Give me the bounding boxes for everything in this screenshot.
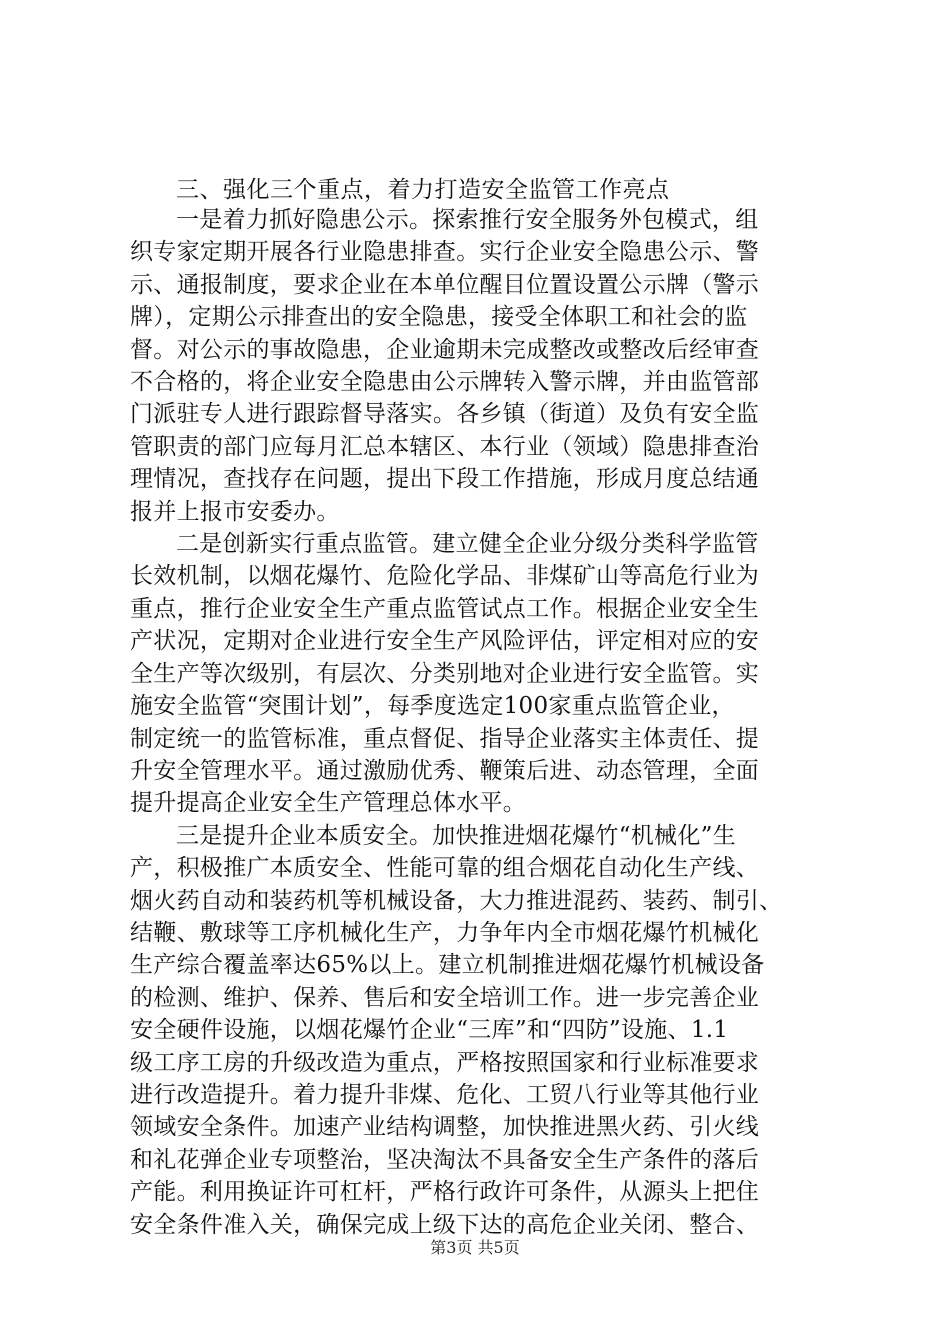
paragraph-line: 的检测、维护、保养、售后和安全培训工作。进一步完善企业	[130, 984, 760, 1011]
paragraph-line: 施安全监管“突围计划”，每季度选定100家重点监管企业，	[130, 693, 735, 720]
paragraph-line: 理情况，查找存在问题，提出下段工作措施，形成月度总结通	[130, 466, 760, 493]
paragraph-line: 领域安全条件。加速产业结构调整，加快推进黑火药、引火线	[130, 1114, 760, 1141]
paragraph-line: 三是提升企业本质安全。加快推进烟花爆竹“机械化”生	[176, 822, 737, 849]
paragraph-line: 产状况，定期对企业进行安全生产风险评估，评定相对应的安	[130, 628, 760, 655]
paragraph-line: 级工序工房的升级改造为重点，严格按照国家和行业标准要求	[130, 1049, 760, 1076]
paragraph-line: 提升提高企业安全生产管理总体水平。	[130, 790, 527, 817]
paragraph-intrinsic-safety	[130, 820, 830, 1241]
paragraph-line: 结鞭、敷球等工序机械化生产，力争年内全市烟花爆竹机械化	[130, 919, 760, 946]
paragraph-line: 安全条件准入关，确保完成上级下达的高危企业关闭、整合、	[130, 1211, 760, 1238]
paragraph-line: 烟火药自动和装药机等机械设备，大力推进混药、装药、制引、	[130, 887, 783, 914]
paragraph-line: 示、通报制度，要求企业在本单位醒目位置设置公示牌（警示	[130, 271, 760, 298]
paragraph-key-supervision	[130, 528, 830, 820]
paragraph-line: 门派驻专人进行跟踪督导落实。各乡镇（街道）及负有安全监	[130, 401, 760, 428]
paragraph-line: 产能。利用换证许可杠杆，严格行政许可条件，从源头上把住	[130, 1179, 760, 1206]
paragraph-hazard-disclosure	[130, 204, 830, 528]
paragraph-line: 全生产等次级别，有层次、分类别地对企业进行安全监管。实	[130, 660, 760, 687]
paragraph-line: 报并上报市安委办。	[130, 498, 340, 525]
paragraph-line: 和礼花弹企业专项整治，坚决淘汰不具备安全生产条件的落后	[130, 1146, 760, 1173]
paragraph-line: 升安全管理水平。通过激励优秀、鞭策后进、动态管理，全面	[130, 757, 760, 784]
paragraph-line: 安全硬件设施，以烟花爆竹企业“三库”和“四防”设施、1.1	[130, 1017, 729, 1044]
paragraph-line: 生产综合覆盖率达65%以上。建立机制推进烟花爆竹机械设备	[130, 952, 765, 979]
paragraph-line: 牌），定期公示排查出的安全隐患，接受全体职工和社会的监	[130, 304, 748, 331]
section-heading: 三、强化三个重点，着力打造安全监管工作亮点	[176, 177, 670, 203]
paragraph-line: 织专家定期开展各行业隐患排查。实行企业安全隐患公示、警	[130, 239, 760, 266]
page-number-footer: 第3页 共5页	[430, 1238, 520, 1257]
document-body	[130, 176, 830, 1241]
paragraph-line: 长效机制，以烟花爆竹、危险化学品、非煤矿山等高危行业为	[130, 563, 760, 590]
paragraph-line: 一是着力抓好隐患公示。探索推行安全服务外包模式，组	[176, 207, 759, 233]
paragraph-line: 产，积极推广本质安全、性能可靠的组合烟花自动化生产线、	[130, 855, 760, 882]
paragraph-line: 督。对公示的事故隐患，企业逾期未完成整改或整改后经审查	[130, 336, 760, 363]
paragraph-line: 制定统一的监管标准，重点督促、指导企业落实主体责任、提	[130, 725, 760, 752]
paragraph-line: 不合格的，将企业安全隐患由公示牌转入警示牌，并由监管部	[130, 369, 760, 396]
paragraph-line: 重点，推行企业安全生产重点监管试点工作。根据企业安全生	[130, 595, 760, 622]
paragraph-line: 管职责的部门应每月汇总本辖区、本行业（领域）隐患排查治	[130, 433, 760, 460]
paragraph-line: 二是创新实行重点监管。建立健全企业分级分类科学监管	[176, 531, 759, 558]
paragraph-line: 进行改造提升。着力提升非煤、危化、工贸八行业等其他行业	[130, 1081, 760, 1108]
